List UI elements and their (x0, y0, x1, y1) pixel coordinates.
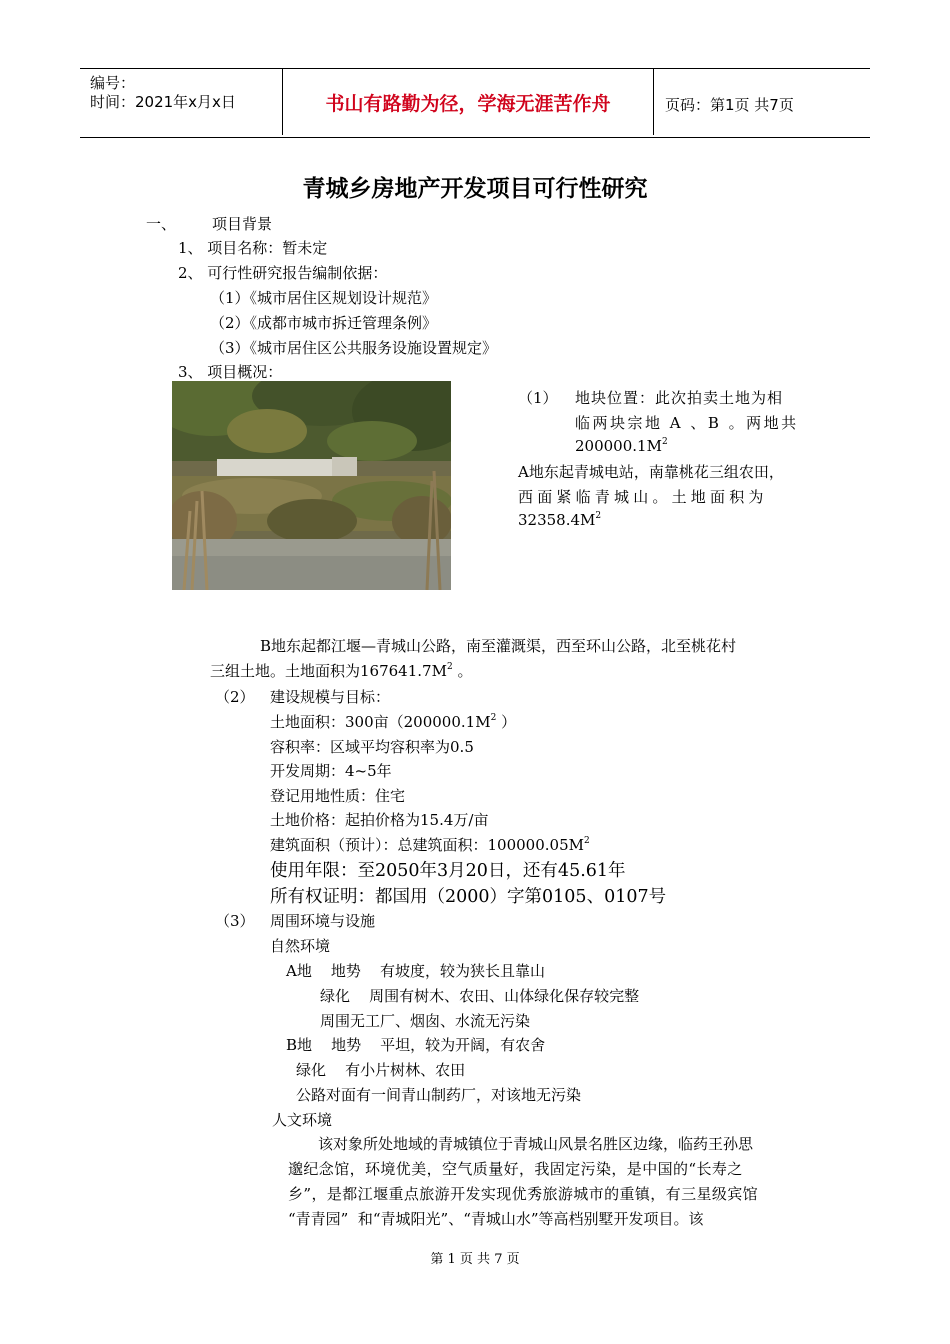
motto: 书山有路勤为径，学海无涯苦作舟 (325, 92, 611, 115)
scale-land-area: 土地面积：300亩（$200000.1M^2$ ） (270, 713, 517, 731)
scale-number: （2） (215, 688, 255, 706)
natural-env-heading: 自然环境 (270, 937, 331, 955)
date-line: 时间：2021年x月x日 (90, 93, 236, 111)
a-plot-line-2: 西面紧临青城山。土地面积为 (518, 488, 768, 506)
item-basis: 2、 可行性研究报告编制依据： (178, 264, 388, 282)
ref-item-1: （1）《城市居住区规划设计规范》 (210, 289, 438, 307)
number-label: 编号： (90, 74, 136, 92)
ref-item-3: （3）《城市居住区公共服务设施设置规定》 (210, 339, 498, 357)
item-overview: 3、 项目概况： (178, 363, 283, 381)
item-project-name: 1、 项目名称：暂未定 (178, 239, 328, 257)
scale-price: 土地价格：起拍价格为15.4万/亩 (270, 811, 489, 829)
location-number: （1） (518, 389, 558, 407)
env-number: （3） (215, 912, 255, 930)
env-heading: 周围环境与设施 (270, 912, 376, 930)
location-line-2: 临两块宗地 A 、B 。两地共 (575, 414, 799, 432)
header-left-cell (80, 69, 280, 137)
b-plot-line-2: 三组土地。土地面积为$167641.7M^2$ 。 (210, 662, 473, 680)
scale-nature: 登记用地性质：住宅 (270, 787, 406, 805)
b-green: 绿化 有小片树林、农田 (296, 1061, 466, 1079)
header-motto-cell (282, 69, 654, 135)
page-footer: 第 1 页 共 7 页 (430, 1252, 520, 1267)
scale-term: 使用年限：至2050年3月20日，还有45.61年 (270, 861, 626, 881)
a-plot-area: $32358.4M^2$ (518, 511, 602, 529)
section-heading: 项目背景 (212, 215, 273, 233)
scale-period: 开发周期：4~5年 (270, 762, 392, 780)
total-area: $200000.1M^2$ (575, 437, 668, 455)
section-number: 一、 (146, 215, 177, 233)
ref-item-2: （2）《成都市城市拆迁管理条例》 (210, 314, 438, 332)
scale-far: 容积率：区域平均容积率为0.5 (270, 738, 474, 756)
human-env-heading: 人文环境 (272, 1111, 333, 1129)
human-env-line-1: 该对象所处地域的青城镇位于青城山风景名胜区边缘，临药王孙思 (318, 1135, 754, 1153)
b-terrain: B地 地势 平坦，较为开阔，有农舍 (286, 1036, 546, 1054)
document-title: 青城乡房地产开发项目可行性研究 (302, 176, 648, 202)
b-road: 公路对面有一间青山制药厂，对该地无污染 (296, 1086, 582, 1104)
scale-cert: 所有权证明：都国用（2000）字第0105、0107号 (270, 887, 667, 907)
a-terrain: A地 地势 有坡度，较为狭长且靠山 (286, 962, 545, 980)
site-photo (172, 381, 451, 590)
header-right-cell (665, 69, 870, 137)
page-code: 页码：第1页 共7页 (665, 96, 794, 114)
human-env-line-2: 邈纪念馆，环境优美，空气质量好，我固定污染，是中国的“长寿之 (288, 1160, 743, 1178)
location-line-1: 地块位置：此次拍卖土地为相 (575, 389, 784, 407)
a-plot-line-1: A地东起青城电站，南靠桃花三组农田， (518, 463, 784, 481)
scale-building: 建筑面积（预计）：总建筑面积：$100000.05M^2$ (270, 836, 590, 854)
page-header (80, 68, 870, 138)
b-plot-line-1: B地东起都江堰—青城山公路，南至灌溉渠，西至环山公路，北至桃花村 (260, 637, 737, 655)
a-pollution: 周围无工厂、烟囱、水流无污染 (320, 1012, 531, 1030)
a-green: 绿化 周围有树木、农田、山体绿化保存较完整 (320, 987, 640, 1005)
human-env-line-3: 乡”，是都江堰重点旅游开发实现优秀旅游城市的重镇，有三星级宾馆 (288, 1185, 759, 1203)
human-env-line-4: “青青园” 和“青城阳光”、“青城山水”等高档别墅开发项目。该 (288, 1210, 704, 1228)
scale-heading: 建设规模与目标： (270, 688, 391, 706)
